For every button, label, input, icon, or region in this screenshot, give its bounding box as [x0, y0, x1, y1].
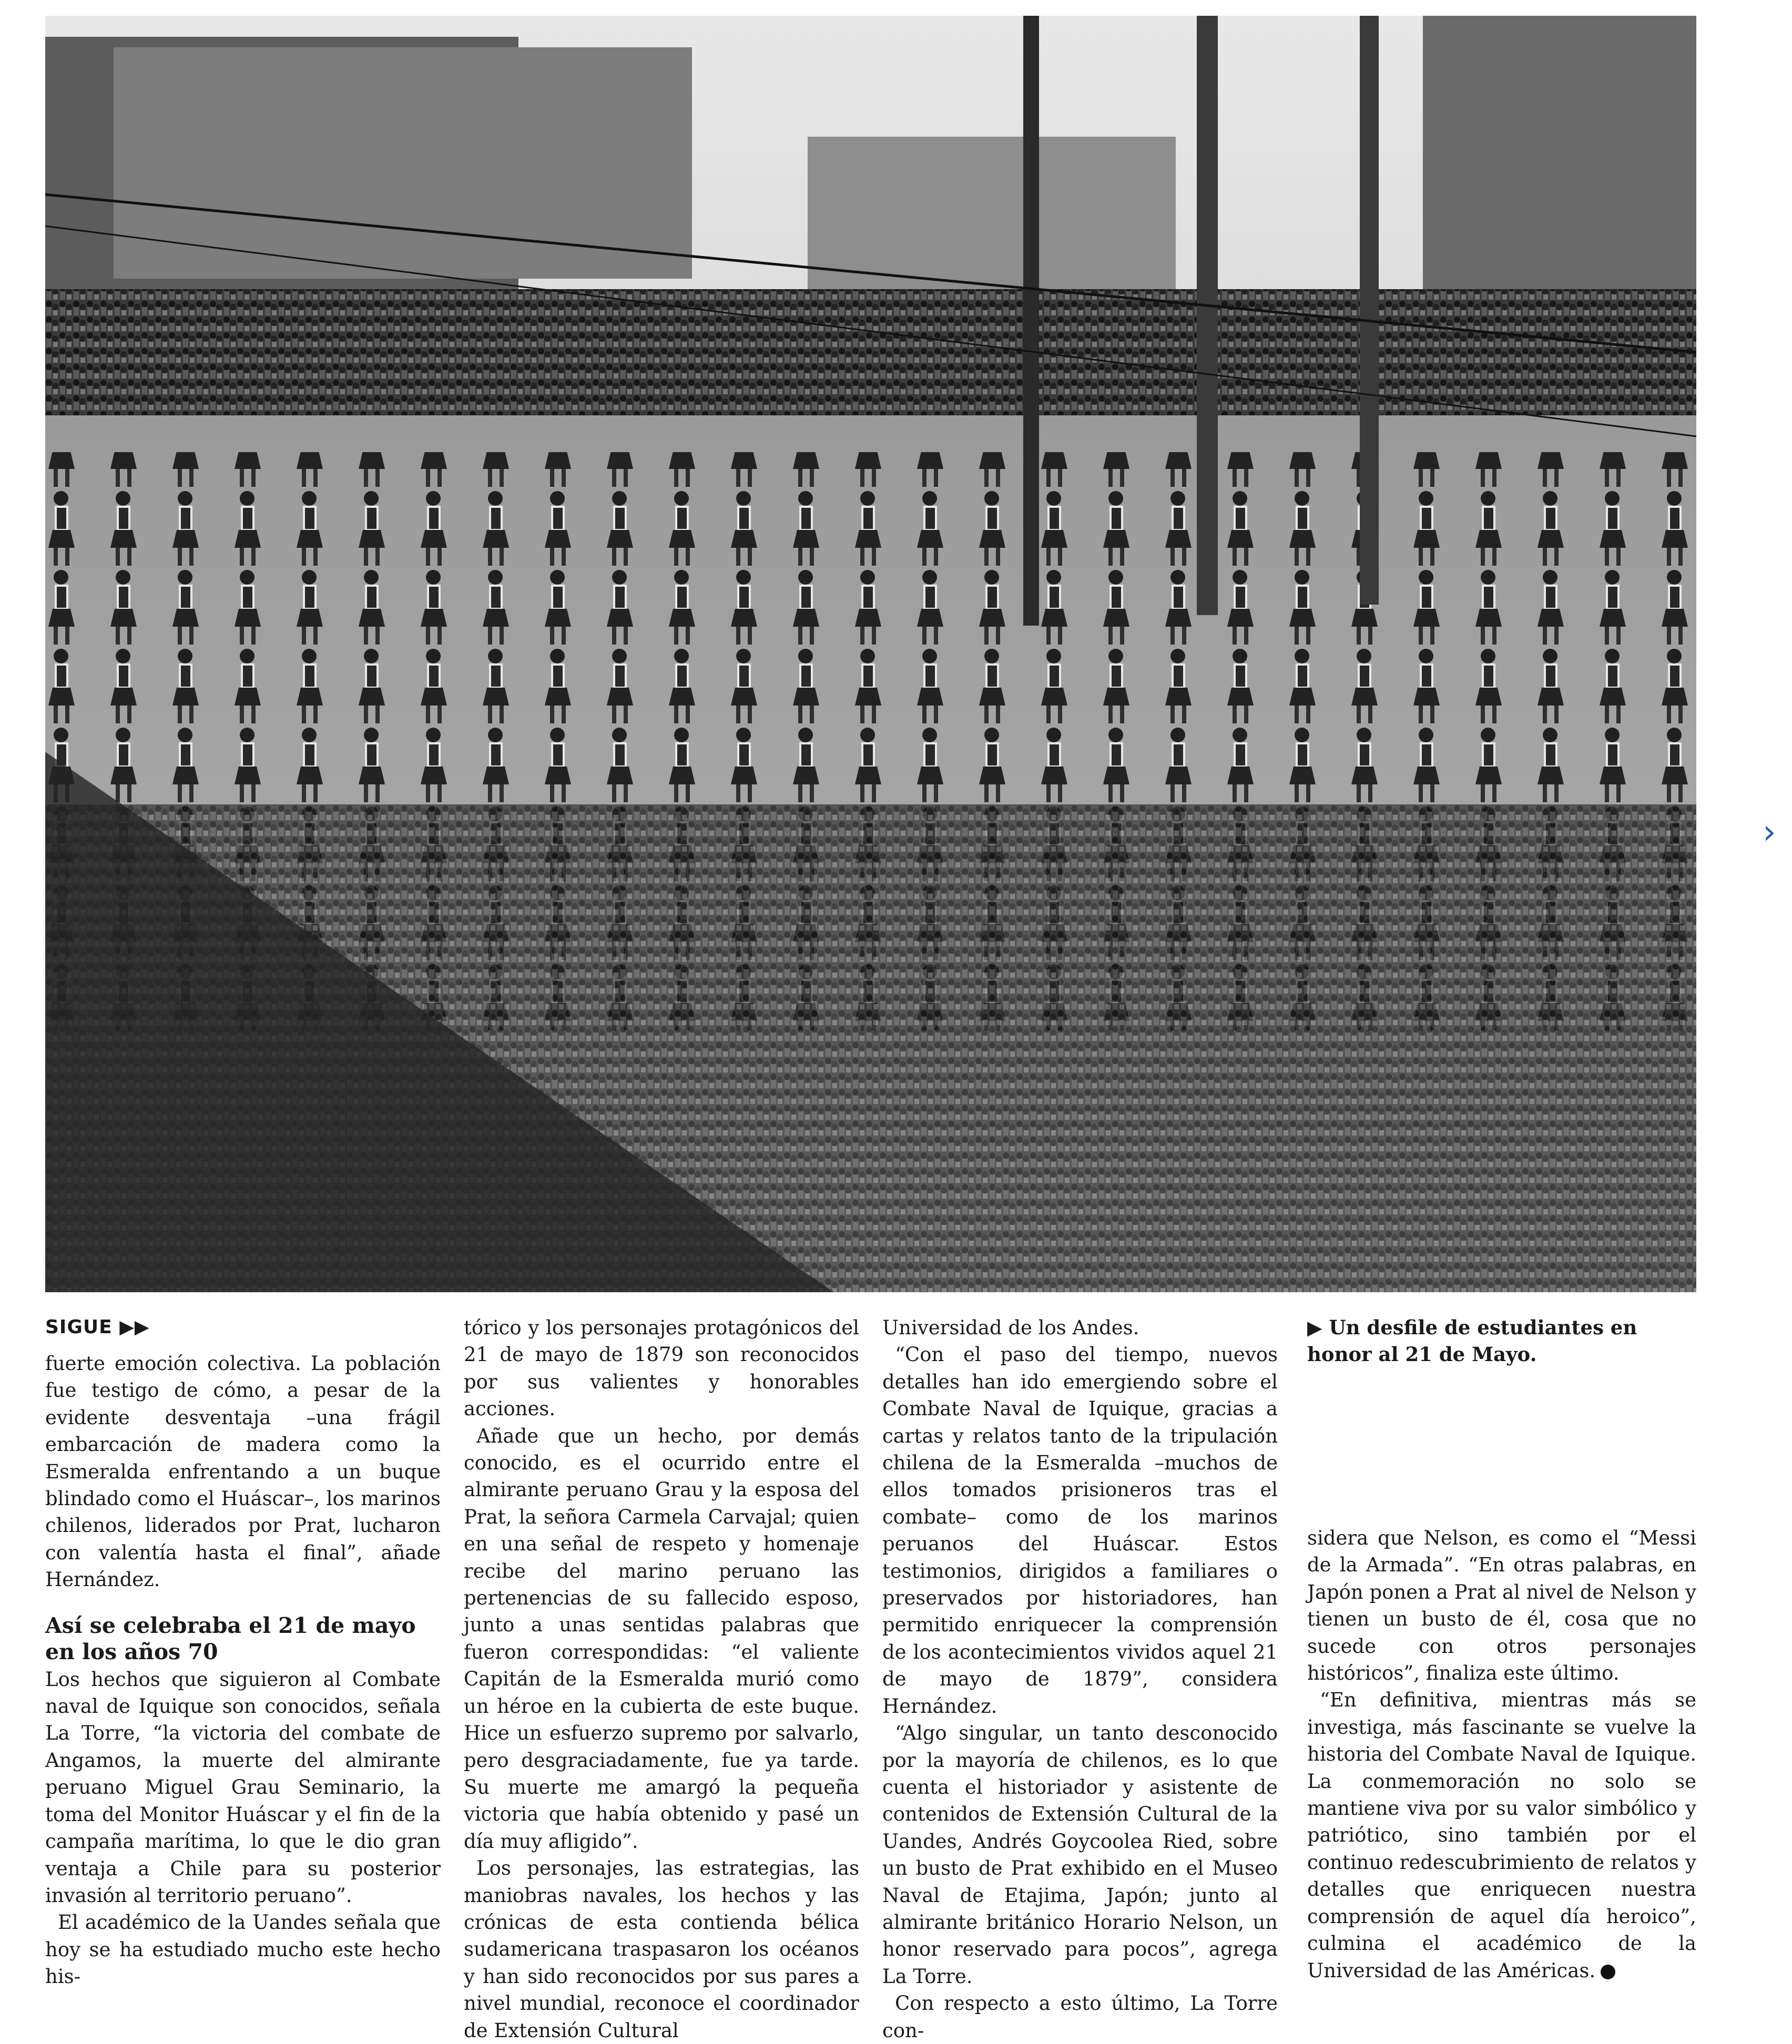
col2-paragraph: tórico y los personajes protagónicos del 21 de mayo de 1879 son reconocidos por sus valientes y honorables acciones.	[464, 1316, 859, 1420]
col4-closing-text: “En definitiva, mientras más se investiga, más fascinante se vuelve la historia del Combate Naval de Iquique. La conmemoración no solo se mantiene viva por su valor simbólico y patriótico, sino también por el continuo redescubrimiento de relatos y detalles que enriquecen nuestra comprensión de aquel día heroico”, culmina el académico de la Universidad de las Américas.	[1307, 1689, 1696, 1982]
col1-paragraph: fuerte emoción colectiva. La población fue testigo de cómo, a pesar de la evidente desventaja –una frágil embarcación de madera como la Esmeralda enfrentando a un buque blindado como el Huáscar–, los marinos chilenos, liderados por Prat, lucharon con valentía hasta el final”, añade Hernández.	[45, 1352, 441, 1591]
col1-paragraph: Los hechos que siguieron al Combate naval de Iquique son conocidos, señala La Torre, “la victoria del combate de Angamos, la muerte del almirante peruano Miguel Grau Seminario, la toma del Monitor Huáscar y el fin de la campaña marítima, lo que le dio gran ventaja a Chile para su posterior invasión al territorio peruano”.	[45, 1668, 441, 1907]
next-arrow-icon[interactable]: ›	[1763, 813, 1776, 852]
section-subheading: Así se celebraba el 21 de mayo en los años 70	[45, 1612, 416, 1664]
col3-paragraph: “Algo singular, un tanto desconocido por la mayoría de chilenos, es lo que cuenta el historiador y asistente de contenidos de Extensión Cultural de la Uandes, Andrés Goycoolea Ried, sobre un busto de Prat exhibido en el Museo Naval de Etajima, Japón; junto al almirante británico Horario Nelson, un honor reservado para pocos”, agrega La Torre.	[882, 1722, 1278, 1988]
col2-paragraph: Añade que un hecho, por demás conocido, es el ocurrido entre el almirante peruano Grau y la esposa del Prat, la señora Carmela Carvajal; quien en una señal de respeto y homenaje recibe del marino peruano las pertenencias de su fallecido esposo, junto a unas sentidas palabras que fueron correspondidas: “el valiente Capitán de la Esmeralda murió como un héroe en la cubierta de este buque. Hice un esfuerzo supremo por salvarlo, pero desgraciadamente, fue ya tarde. Su muerte me amargó la pequeña victoria que había obtenido y pasé un día muy afligido”.	[464, 1424, 859, 1853]
col3-paragraph: Universidad de los Andes.	[882, 1316, 1139, 1339]
col3-paragraph: “Con el paso del tiempo, nuevos detalles han ido emergiendo sobre el Combate Naval de Iquique, gracias a cartas y relatos tanto de la tripulación chilena de la Esmeralda –muchos de ellos tomados prisioneros tras el combate– como de los marinos peruanos del Huáscar. Estos testimonios, dirigidos a familiares o preservados por historiadores, han permitido enriquecer la comprensión de los acontecimientos vividos aquel 21 de mayo de 1879”, considera Hernández.	[882, 1343, 1278, 1718]
photo-caption: ▶ Un desfile de estudiantes en honor al 21 de Mayo.	[1307, 1316, 1637, 1366]
column-2	[464, 1314, 859, 2044]
col1-paragraph: El académico de la Uandes señala que hoy se ha estudiado mucho este hecho his-	[45, 1911, 441, 1988]
column-3	[882, 1314, 1278, 2044]
col3-paragraph: Con respecto a esto último, La Torre con-	[882, 1992, 1278, 2042]
parade-photo	[45, 16, 1696, 1292]
col2-paragraph: Los personajes, las estrategias, las maniobras navales, los hechos y las crónicas de esta contienda bélica sudamericana traspasaron los océanos y han sido reconocidos por sus pares a nivel mundial, reconoce el coordinador de Extensión Cultural	[464, 1857, 859, 2042]
end-mark-icon	[1601, 1965, 1615, 1979]
col4-paragraph	[1307, 1687, 1696, 1984]
photo-image	[45, 16, 1696, 1292]
column-4	[1307, 1314, 1696, 1984]
sigue-label: SIGUE ▶▶	[45, 1316, 150, 1338]
column-1	[45, 1314, 441, 1990]
col4-paragraph: sidera que Nelson, es como el “Messi de la Armada”. “En otras palabras, en Japón ponen a Prat al nivel de Nelson y tienen un busto de él, cosa que no sucede con otros personajes históricos”, finaliza este último.	[1307, 1527, 1696, 1685]
